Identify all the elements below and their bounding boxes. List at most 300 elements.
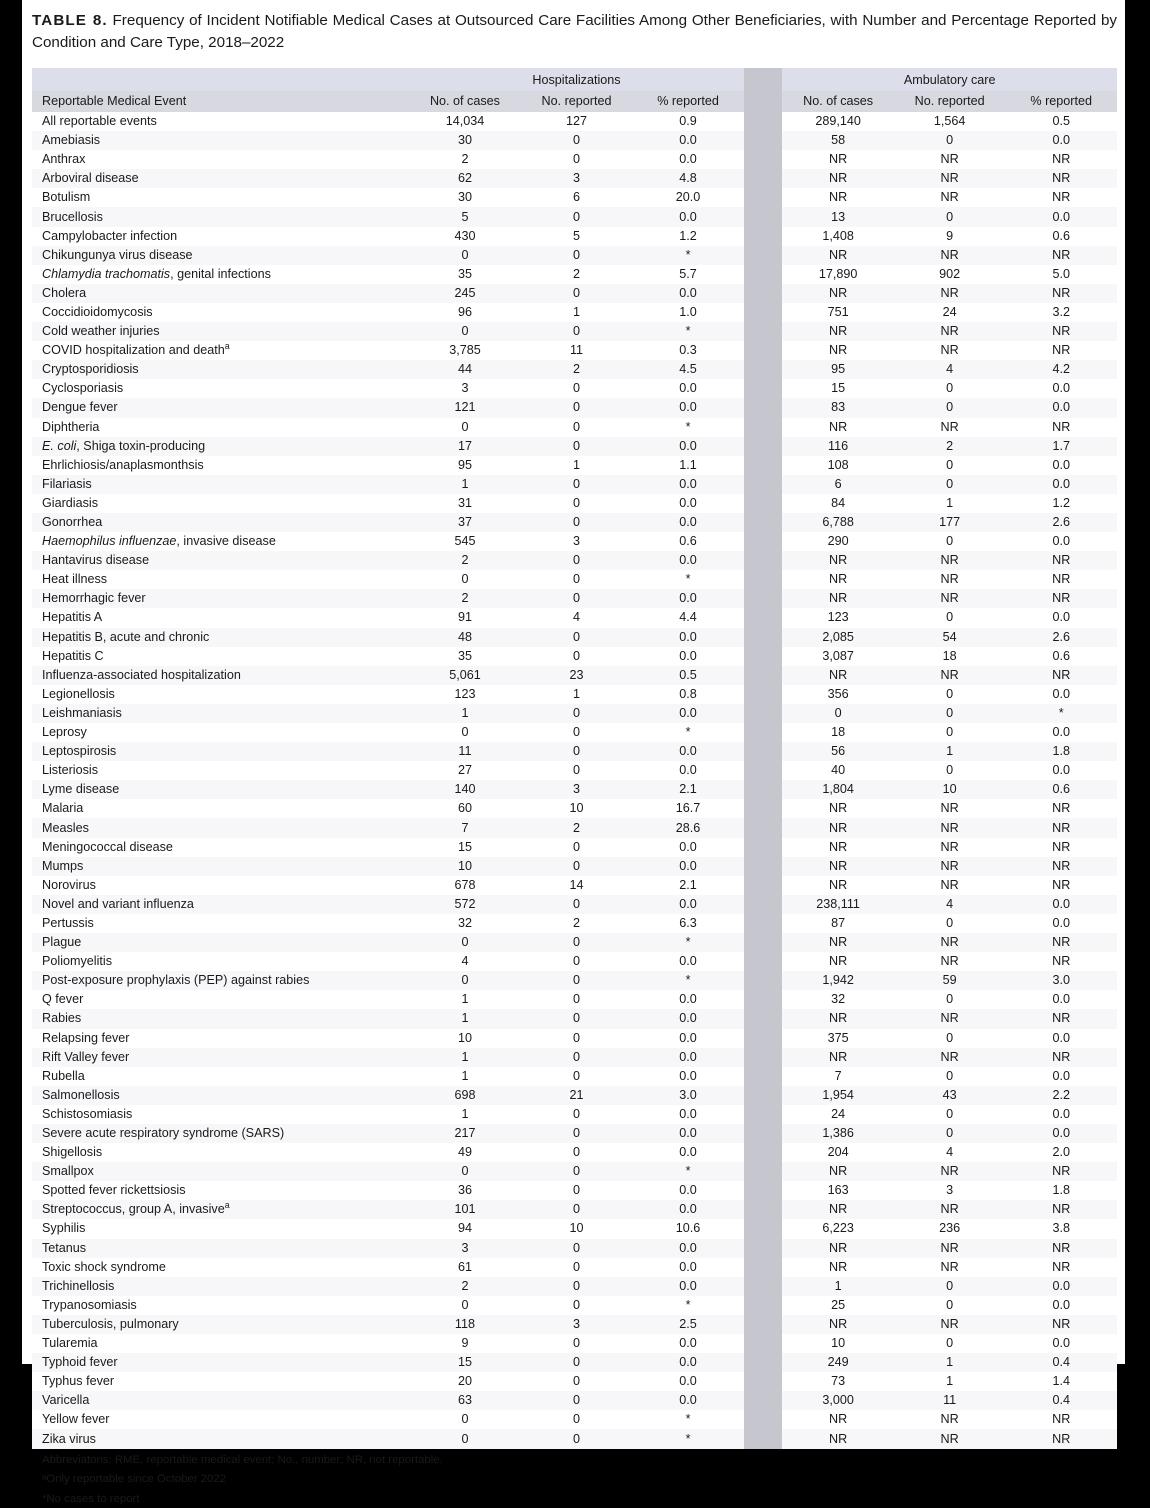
cell-amb-pct-reported: 0.4: [1005, 1353, 1117, 1372]
table-row: [32, 532, 1117, 551]
cell-hosp-no-of-cases: 1: [409, 704, 521, 723]
cell-amb-no-reported: NR: [894, 799, 1006, 818]
cell-amb-no-reported: NR: [894, 1315, 1006, 1334]
column-separator: [744, 876, 783, 895]
cell-reportable-medical-event: Cold weather injuries: [32, 322, 409, 341]
cell-amb-no-of-cases: NR: [782, 341, 894, 360]
cell-amb-no-reported: 24: [894, 303, 1006, 322]
cell-hosp-no-of-cases: 572: [409, 895, 521, 914]
table-row: [32, 551, 1117, 570]
cell-amb-no-of-cases: 289,140: [782, 112, 894, 131]
cell-hosp-no-of-cases: 698: [409, 1086, 521, 1105]
cell-hosp-no-of-cases: 27: [409, 761, 521, 780]
cell-amb-pct-reported: NR: [1005, 666, 1117, 685]
cell-hosp-no-reported: 0: [521, 437, 633, 456]
cell-amb-no-of-cases: 1,954: [782, 1086, 894, 1105]
table-row: [32, 1067, 1117, 1086]
table-row: [32, 1029, 1117, 1048]
table-row: [32, 628, 1117, 647]
cell-hosp-no-of-cases: 10: [409, 1029, 521, 1048]
cell-amb-no-of-cases: NR: [782, 188, 894, 207]
cell-hosp-no-of-cases: 4: [409, 952, 521, 971]
cell-amb-no-of-cases: NR: [782, 246, 894, 265]
cell-amb-no-reported: NR: [894, 341, 1006, 360]
table-row: [32, 303, 1117, 322]
column-separator: [744, 666, 783, 685]
cell-amb-no-of-cases: 108: [782, 456, 894, 475]
cell-amb-no-reported: 0: [894, 761, 1006, 780]
cell-hosp-no-of-cases: 96: [409, 303, 521, 322]
cell-amb-no-of-cases: 123: [782, 608, 894, 627]
cell-hosp-pct-reported: *: [632, 933, 744, 952]
cell-hosp-no-of-cases: 0: [409, 933, 521, 952]
cell-hosp-no-reported: 3: [521, 169, 633, 188]
cell-hosp-no-reported: 0: [521, 1410, 633, 1429]
cell-amb-no-reported: NR: [894, 1200, 1006, 1219]
cell-hosp-no-of-cases: 0: [409, 1296, 521, 1315]
column-separator: [744, 456, 783, 475]
cell-amb-pct-reported: NR: [1005, 818, 1117, 837]
table-row: [32, 895, 1117, 914]
cell-hosp-no-of-cases: 0: [409, 1410, 521, 1429]
cell-hosp-pct-reported: 0.8: [632, 685, 744, 704]
cell-hosp-no-of-cases: 31: [409, 494, 521, 513]
cell-amb-no-of-cases: NR: [782, 1009, 894, 1028]
table-row: [32, 1296, 1117, 1315]
cell-hosp-pct-reported: 0.0: [632, 761, 744, 780]
cell-amb-pct-reported: 1.8: [1005, 742, 1117, 761]
column-separator: [744, 360, 783, 379]
cell-amb-no-of-cases: NR: [782, 418, 894, 437]
cell-hosp-pct-reported: 0.0: [632, 1334, 744, 1353]
column-separator: [744, 589, 783, 608]
table-row: [32, 704, 1117, 723]
cell-hosp-no-of-cases: 1: [409, 1105, 521, 1124]
column-separator: [744, 1429, 783, 1448]
cell-hosp-no-of-cases: 3: [409, 1239, 521, 1258]
cell-hosp-pct-reported: 0.0: [632, 1239, 744, 1258]
column-separator: [744, 742, 783, 761]
cell-amb-no-reported: 43: [894, 1086, 1006, 1105]
cell-amb-no-reported: 4: [894, 895, 1006, 914]
cell-amb-pct-reported: 0.6: [1005, 227, 1117, 246]
table-row: [32, 914, 1117, 933]
cell-hosp-pct-reported: 0.9: [632, 112, 744, 131]
cell-amb-no-of-cases: 10: [782, 1334, 894, 1353]
column-separator: [744, 68, 783, 91]
cell-amb-no-of-cases: 238,111: [782, 895, 894, 914]
cell-amb-pct-reported: NR: [1005, 246, 1117, 265]
column-separator: [744, 628, 783, 647]
cell-hosp-no-reported: 6: [521, 188, 633, 207]
cell-reportable-medical-event: Trypanosomiasis: [32, 1296, 409, 1315]
cell-hosp-pct-reported: 0.0: [632, 589, 744, 608]
cell-amb-no-of-cases: 1,408: [782, 227, 894, 246]
cell-hosp-pct-reported: *: [632, 1296, 744, 1315]
table-title: [32, 10, 1117, 54]
column-separator: [744, 322, 783, 341]
column-separator: [744, 914, 783, 933]
cell-hosp-pct-reported: 0.0: [632, 1124, 744, 1143]
cell-hosp-pct-reported: 0.0: [632, 990, 744, 1009]
cell-hosp-no-reported: 0: [521, 1277, 633, 1296]
column-separator: [744, 952, 783, 971]
column-separator: [744, 1162, 783, 1181]
cell-amb-no-of-cases: NR: [782, 284, 894, 303]
table-row: [32, 1105, 1117, 1124]
cell-hosp-pct-reported: 0.0: [632, 647, 744, 666]
cell-amb-no-of-cases: 249: [782, 1353, 894, 1372]
notifiable-medical-cases-table: [32, 68, 1117, 1449]
cell-hosp-no-of-cases: 0: [409, 322, 521, 341]
cell-hosp-pct-reported: 16.7: [632, 799, 744, 818]
cell-hosp-no-reported: 0: [521, 1429, 633, 1448]
cell-amb-no-of-cases: NR: [782, 150, 894, 169]
cell-hosp-pct-reported: 2.5: [632, 1315, 744, 1334]
cell-amb-pct-reported: 0.0: [1005, 761, 1117, 780]
cell-hosp-pct-reported: 0.0: [632, 207, 744, 226]
table-row: [32, 341, 1117, 360]
sub-header-row: [32, 91, 1117, 112]
cell-hosp-no-reported: 0: [521, 475, 633, 494]
cell-hosp-no-reported: 0: [521, 1200, 633, 1219]
cell-amb-pct-reported: NR: [1005, 1239, 1117, 1258]
cell-reportable-medical-event: Dengue fever: [32, 398, 409, 417]
column-separator: [744, 1086, 783, 1105]
cell-hosp-no-of-cases: 140: [409, 780, 521, 799]
cell-hosp-no-reported: 0: [521, 1124, 633, 1143]
cell-amb-no-reported: NR: [894, 933, 1006, 952]
column-separator: [744, 1372, 783, 1391]
cell-hosp-no-reported: 0: [521, 246, 633, 265]
cell-reportable-medical-event: Salmonellosis: [32, 1086, 409, 1105]
cell-amb-no-reported: 0: [894, 990, 1006, 1009]
column-separator: [744, 1334, 783, 1353]
cell-hosp-no-of-cases: 121: [409, 398, 521, 417]
cell-hosp-no-of-cases: 1: [409, 475, 521, 494]
cell-hosp-no-of-cases: 11: [409, 742, 521, 761]
cell-amb-pct-reported: NR: [1005, 876, 1117, 895]
table-row: [32, 322, 1117, 341]
cell-hosp-no-reported: 0: [521, 284, 633, 303]
cell-amb-pct-reported: 0.0: [1005, 1124, 1117, 1143]
cell-reportable-medical-event: Campylobacter infection: [32, 227, 409, 246]
cell-hosp-pct-reported: 0.0: [632, 475, 744, 494]
cell-reportable-medical-event: Ehrlichiosis/anaplasmonthsis: [32, 456, 409, 475]
column-separator: [744, 91, 783, 112]
cell-hosp-no-reported: 0: [521, 933, 633, 952]
cell-amb-no-reported: 0: [894, 475, 1006, 494]
col-header-hosp-no-reported: No. reported: [521, 91, 633, 112]
table-notes: [32, 1452, 1117, 1508]
cell-hosp-pct-reported: *: [632, 570, 744, 589]
cell-hosp-no-of-cases: 2: [409, 551, 521, 570]
cell-amb-no-of-cases: NR: [782, 838, 894, 857]
cell-amb-pct-reported: 1.7: [1005, 437, 1117, 456]
cell-hosp-no-reported: 0: [521, 570, 633, 589]
cell-hosp-no-reported: 0: [521, 742, 633, 761]
cell-amb-no-reported: 0: [894, 1296, 1006, 1315]
table-row: [32, 1277, 1117, 1296]
cell-hosp-no-of-cases: 35: [409, 647, 521, 666]
cell-hosp-no-reported: 0: [521, 1009, 633, 1028]
cell-hosp-no-reported: 0: [521, 1353, 633, 1372]
table-row: [32, 1315, 1117, 1334]
cell-reportable-medical-event: Rift Valley fever: [32, 1048, 409, 1067]
cell-amb-no-of-cases: 6,223: [782, 1219, 894, 1238]
cell-hosp-no-of-cases: 44: [409, 360, 521, 379]
table-row: [32, 437, 1117, 456]
cell-hosp-pct-reported: 3.0: [632, 1086, 744, 1105]
cell-hosp-pct-reported: 5.7: [632, 265, 744, 284]
col-header-amb-no-reported: No. reported: [894, 91, 1006, 112]
cell-hosp-no-of-cases: 36: [409, 1181, 521, 1200]
cell-reportable-medical-event: Severe acute respiratory syndrome (SARS): [32, 1124, 409, 1143]
cell-hosp-no-of-cases: 678: [409, 876, 521, 895]
cell-hosp-no-of-cases: 30: [409, 131, 521, 150]
cell-reportable-medical-event: Hepatitis C: [32, 647, 409, 666]
cell-amb-no-of-cases: 73: [782, 1372, 894, 1391]
cell-amb-pct-reported: 3.8: [1005, 1219, 1117, 1238]
cell-amb-no-reported: 0: [894, 723, 1006, 742]
column-separator: [744, 990, 783, 1009]
cell-amb-no-reported: NR: [894, 818, 1006, 837]
cell-amb-no-reported: 0: [894, 1067, 1006, 1086]
cell-amb-no-of-cases: NR: [782, 857, 894, 876]
cell-hosp-no-reported: 0: [521, 322, 633, 341]
cell-amb-pct-reported: NR: [1005, 1315, 1117, 1334]
cell-hosp-pct-reported: 0.0: [632, 398, 744, 417]
column-separator: [744, 818, 783, 837]
cell-amb-no-of-cases: 87: [782, 914, 894, 933]
cell-hosp-no-reported: 0: [521, 838, 633, 857]
cell-amb-no-of-cases: 1,942: [782, 971, 894, 990]
cell-reportable-medical-event: Varicella: [32, 1391, 409, 1410]
cell-amb-no-of-cases: 2,085: [782, 628, 894, 647]
cell-hosp-pct-reported: 0.0: [632, 150, 744, 169]
cell-hosp-pct-reported: *: [632, 246, 744, 265]
group-header-ambulatory-care: Ambulatory care: [782, 68, 1117, 91]
cell-reportable-medical-event: Botulism: [32, 188, 409, 207]
cell-hosp-no-of-cases: 2: [409, 1277, 521, 1296]
table-row: [32, 1048, 1117, 1067]
table-row: [32, 761, 1117, 780]
cell-amb-no-reported: 0: [894, 532, 1006, 551]
cell-hosp-pct-reported: 0.0: [632, 379, 744, 398]
column-separator: [744, 513, 783, 532]
cell-amb-no-of-cases: NR: [782, 1429, 894, 1448]
cell-amb-pct-reported: 0.0: [1005, 379, 1117, 398]
cell-reportable-medical-event: Coccidioidomycosis: [32, 303, 409, 322]
cell-amb-pct-reported: 0.0: [1005, 990, 1117, 1009]
cell-amb-pct-reported: NR: [1005, 322, 1117, 341]
cell-amb-pct-reported: 0.0: [1005, 207, 1117, 226]
table-row: [32, 188, 1117, 207]
column-separator: [744, 418, 783, 437]
cell-reportable-medical-event: Typhus fever: [32, 1372, 409, 1391]
cell-hosp-pct-reported: 0.0: [632, 1353, 744, 1372]
cell-reportable-medical-event: Chikungunya virus disease: [32, 246, 409, 265]
cell-hosp-no-reported: 0: [521, 895, 633, 914]
table-row: [32, 570, 1117, 589]
table-row: [32, 360, 1117, 379]
table-row: [32, 990, 1117, 1009]
cell-amb-no-of-cases: NR: [782, 799, 894, 818]
cell-reportable-medical-event: Norovirus: [32, 876, 409, 895]
cell-amb-pct-reported: NR: [1005, 1009, 1117, 1028]
cell-reportable-medical-event: Zika virus: [32, 1429, 409, 1448]
cell-reportable-medical-event: Amebiasis: [32, 131, 409, 150]
column-separator: [744, 1258, 783, 1277]
cell-amb-pct-reported: 0.0: [1005, 1105, 1117, 1124]
cell-hosp-pct-reported: 28.6: [632, 818, 744, 837]
cell-amb-no-of-cases: NR: [782, 1200, 894, 1219]
cell-reportable-medical-event: Poliomyelitis: [32, 952, 409, 971]
table-body: [32, 112, 1117, 1449]
column-separator: [744, 1219, 783, 1238]
cell-reportable-medical-event: Cryptosporidiosis: [32, 360, 409, 379]
column-separator: [744, 1410, 783, 1429]
cell-hosp-no-reported: 0: [521, 131, 633, 150]
cell-amb-no-reported: 10: [894, 780, 1006, 799]
column-separator: [744, 1181, 783, 1200]
cell-amb-no-reported: NR: [894, 589, 1006, 608]
cell-hosp-pct-reported: 0.0: [632, 1181, 744, 1200]
cell-reportable-medical-event: Lyme disease: [32, 780, 409, 799]
cell-reportable-medical-event: Influenza-associated hospitalization: [32, 666, 409, 685]
cell-hosp-pct-reported: 0.0: [632, 1391, 744, 1410]
cell-hosp-no-reported: 0: [521, 1296, 633, 1315]
cell-hosp-no-reported: 0: [521, 1048, 633, 1067]
document-page: [22, 0, 1125, 1505]
cell-reportable-medical-event: Diphtheria: [32, 418, 409, 437]
cell-hosp-no-of-cases: 3,785: [409, 341, 521, 360]
cell-hosp-pct-reported: 0.5: [632, 666, 744, 685]
cell-amb-pct-reported: 0.4: [1005, 1391, 1117, 1410]
col-header-amb-pct-reported: % reported: [1005, 91, 1117, 112]
cell-amb-no-reported: NR: [894, 1258, 1006, 1277]
cell-amb-no-of-cases: 290: [782, 532, 894, 551]
cell-amb-pct-reported: 4.2: [1005, 360, 1117, 379]
column-separator: [744, 1009, 783, 1028]
cell-reportable-medical-event: Haemophilus influenzae, invasive disease: [32, 532, 409, 551]
cell-amb-no-reported: 177: [894, 513, 1006, 532]
cell-amb-pct-reported: 2.0: [1005, 1143, 1117, 1162]
column-separator: [744, 570, 783, 589]
cell-reportable-medical-event: Spotted fever rickettsiosis: [32, 1181, 409, 1200]
table-header: [32, 68, 1117, 112]
cell-reportable-medical-event: Novel and variant influenza: [32, 895, 409, 914]
cell-amb-no-reported: 18: [894, 647, 1006, 666]
column-separator: [744, 704, 783, 723]
cell-hosp-no-reported: 0: [521, 1029, 633, 1048]
cell-amb-pct-reported: 2.6: [1005, 628, 1117, 647]
table-row: [32, 456, 1117, 475]
cell-amb-no-reported: 9: [894, 227, 1006, 246]
cell-reportable-medical-event: E. coli, Shiga toxin-producing: [32, 437, 409, 456]
column-separator: [744, 341, 783, 360]
cell-amb-pct-reported: 0.0: [1005, 456, 1117, 475]
cell-amb-no-of-cases: NR: [782, 933, 894, 952]
table-row: [32, 647, 1117, 666]
column-separator: [744, 1029, 783, 1048]
cell-amb-pct-reported: 2.2: [1005, 1086, 1117, 1105]
cell-hosp-no-of-cases: 118: [409, 1315, 521, 1334]
column-separator: [744, 398, 783, 417]
column-separator: [744, 303, 783, 322]
table-row: [32, 418, 1117, 437]
cell-hosp-no-of-cases: 63: [409, 1391, 521, 1410]
col-header-hosp-pct-reported: % reported: [632, 91, 744, 112]
cell-hosp-pct-reported: 0.0: [632, 704, 744, 723]
cell-amb-no-of-cases: 40: [782, 761, 894, 780]
cell-amb-pct-reported: 0.0: [1005, 131, 1117, 150]
table-row: [32, 1200, 1117, 1219]
cell-hosp-no-of-cases: 0: [409, 971, 521, 990]
column-separator: [744, 895, 783, 914]
column-separator: [744, 799, 783, 818]
cell-amb-no-of-cases: 15: [782, 379, 894, 398]
cell-hosp-pct-reported: *: [632, 1429, 744, 1448]
cell-reportable-medical-event: Hepatitis B, acute and chronic: [32, 628, 409, 647]
cell-hosp-no-reported: 0: [521, 857, 633, 876]
cell-hosp-no-of-cases: 17: [409, 437, 521, 456]
column-separator: [744, 284, 783, 303]
cell-reportable-medical-event: Toxic shock syndrome: [32, 1258, 409, 1277]
cell-hosp-no-of-cases: 15: [409, 838, 521, 857]
cell-hosp-no-reported: 21: [521, 1086, 633, 1105]
cell-amb-no-of-cases: NR: [782, 551, 894, 570]
cell-hosp-pct-reported: 6.3: [632, 914, 744, 933]
table-row: [32, 513, 1117, 532]
cell-hosp-pct-reported: 10.6: [632, 1219, 744, 1238]
cell-hosp-pct-reported: 0.0: [632, 437, 744, 456]
cell-amb-pct-reported: NR: [1005, 150, 1117, 169]
column-separator: [744, 1239, 783, 1258]
cell-amb-no-of-cases: 84: [782, 494, 894, 513]
column-separator: [744, 1296, 783, 1315]
cell-hosp-pct-reported: 0.0: [632, 1143, 744, 1162]
cell-reportable-medical-event: Hantavirus disease: [32, 551, 409, 570]
cell-amb-no-of-cases: NR: [782, 952, 894, 971]
cell-hosp-pct-reported: 0.0: [632, 1372, 744, 1391]
cell-hosp-pct-reported: *: [632, 418, 744, 437]
cell-hosp-no-reported: 2: [521, 914, 633, 933]
cell-hosp-pct-reported: 0.0: [632, 838, 744, 857]
cell-reportable-medical-event: COVID hospitalization and death$^a$: [32, 341, 409, 360]
cell-amb-pct-reported: 0.0: [1005, 398, 1117, 417]
cell-hosp-no-of-cases: 0: [409, 418, 521, 437]
cell-amb-no-reported: 3: [894, 1181, 1006, 1200]
cell-hosp-no-of-cases: 0: [409, 1429, 521, 1448]
table-row: [32, 1258, 1117, 1277]
cell-amb-pct-reported: 0.0: [1005, 914, 1117, 933]
cell-amb-pct-reported: 0.0: [1005, 1067, 1117, 1086]
table-row: [32, 1124, 1117, 1143]
table-title-text: Frequency of Incident Notifiable Medical Cases at Outsourced Care Facilities Among Other Beneficiaries, with Number and Percentage Reported by Condition and Care Type, 2018–2022: [32, 12, 1117, 51]
cell-hosp-pct-reported: *: [632, 971, 744, 990]
cell-amb-no-of-cases: NR: [782, 570, 894, 589]
table-row: [32, 876, 1117, 895]
cell-hosp-no-of-cases: 101: [409, 1200, 521, 1219]
cell-reportable-medical-event: All reportable events: [32, 112, 409, 131]
column-separator: [744, 1105, 783, 1124]
cell-hosp-no-reported: 0: [521, 398, 633, 417]
cell-amb-no-of-cases: 1: [782, 1277, 894, 1296]
cell-reportable-medical-event: Meningococcal disease: [32, 838, 409, 857]
cell-reportable-medical-event: Leptospirosis: [32, 742, 409, 761]
cell-reportable-medical-event: Streptococcus, group A, invasive$^a$: [32, 1200, 409, 1219]
